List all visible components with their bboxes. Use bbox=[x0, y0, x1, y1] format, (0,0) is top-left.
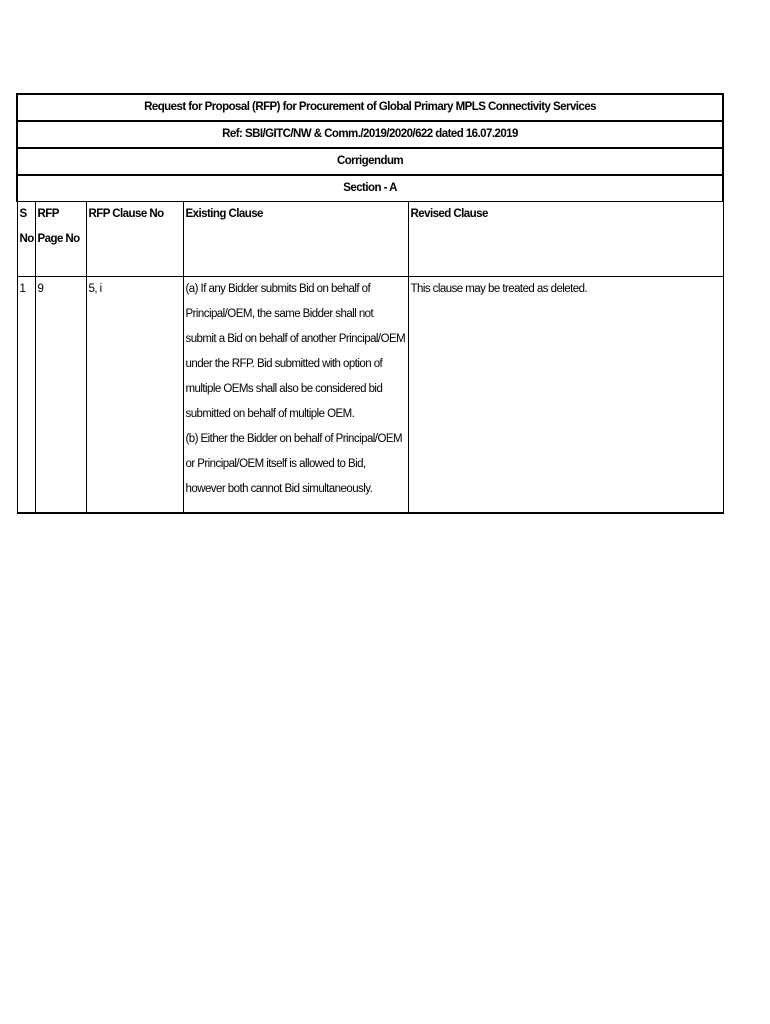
cell-revised-clause: This clause may be treated as deleted. bbox=[408, 277, 723, 514]
col-header-existing-clause: Existing Clause bbox=[183, 202, 408, 277]
cell-s-no: 1 bbox=[17, 277, 35, 514]
col-header-s-no: S No bbox=[17, 202, 35, 277]
cell-existing-clause bbox=[183, 277, 408, 514]
cell-rfp-clause-no: 5, i bbox=[86, 277, 183, 514]
corrigendum-heading: Corrigendum bbox=[17, 148, 723, 175]
reference-line: Ref: SBI/GITC/NW & Comm./2019/2020/622 dated 16.07.2019 bbox=[17, 121, 723, 148]
existing-clause-a: (a) If any Bidder submits Bid on behalf of Principal/OEM, the same Bidder shall not submit a Bid on behalf of another Principal/OEM under the RFP. Bid submitted with option of multiple OEMs shall also be considered bid submitted on behalf of multiple OEM. bbox=[185, 283, 406, 420]
corrigendum-table bbox=[16, 93, 724, 514]
col-header-rfp-clause-no: RFP Clause No bbox=[86, 202, 183, 277]
document-title: Request for Proposal (RFP) for Procurement of Global Primary MPLS Connectivity Services bbox=[17, 94, 723, 121]
table-row bbox=[17, 277, 723, 514]
cell-rfp-page-no: 9 bbox=[35, 277, 86, 514]
column-header-row bbox=[17, 202, 723, 277]
col-header-revised-clause: Revised Clause bbox=[408, 202, 723, 277]
col-header-rfp-page-no: RFP Page No bbox=[35, 202, 86, 277]
section-heading: Section - A bbox=[17, 175, 723, 202]
existing-clause-b: (b) Either the Bidder on behalf of Principal/OEM or Principal/OEM itself is allowed to Bid, however both cannot Bid simultaneously. bbox=[185, 433, 402, 495]
